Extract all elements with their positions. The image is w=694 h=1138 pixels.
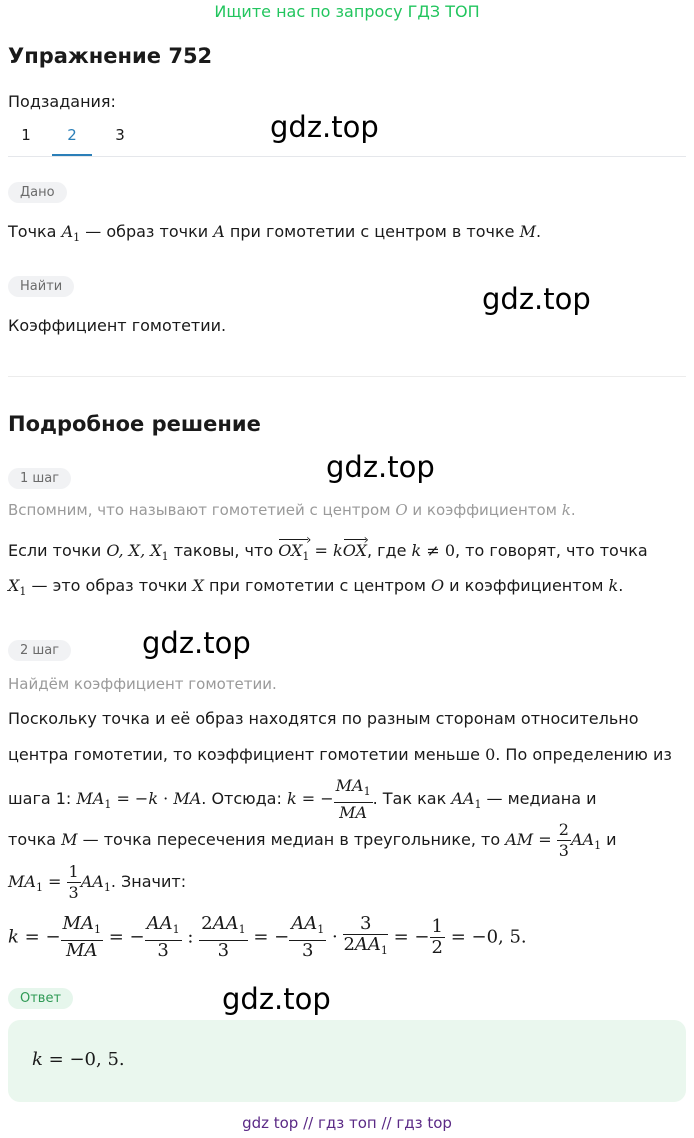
step2-hint: Найдём коэффициент гомотетии. bbox=[8, 675, 277, 693]
subtasks-label: Подзадания: bbox=[8, 92, 116, 111]
step1-line1: Если точки O, X, $X_1$ таковы, что $OX_1$ › = kOX ›, где k ≠ 0, то говорят, что точка bbox=[8, 541, 648, 567]
find-badge: Найти bbox=[8, 276, 74, 297]
find-text: Коэффициент гомотетии. bbox=[8, 316, 227, 335]
footer-links[interactable]: gdz top // гдз топ // гдз top bbox=[242, 1114, 452, 1132]
tab-2[interactable]: 2 bbox=[67, 126, 77, 144]
step1-badge: 1 шаг bbox=[8, 468, 71, 489]
step2-line2: центра гомотетии, то коэффициент гомотетии меньше 0. По определению из bbox=[8, 745, 672, 764]
watermark: gdz.top bbox=[326, 450, 435, 484]
answer-text: k = −0, 5. bbox=[32, 1049, 125, 1070]
divider bbox=[8, 376, 686, 377]
search-promo-link[interactable]: Ищите нас по запросу ГДЗ ТОП bbox=[214, 2, 480, 21]
watermark: gdz.top bbox=[482, 282, 591, 316]
given-badge: Дано bbox=[8, 182, 67, 203]
tab-3[interactable]: 3 bbox=[115, 126, 125, 144]
answer-badge: Ответ bbox=[8, 988, 73, 1009]
watermark: gdz.top bbox=[142, 626, 251, 660]
step2-badge: 2 шаг bbox=[8, 640, 71, 661]
watermark: gdz.top bbox=[270, 110, 379, 144]
solution-title: Подробное решение bbox=[8, 412, 261, 436]
step1-hint: Вспомним, что называют гомотетией с центром O и коэффициентом k. bbox=[8, 501, 576, 519]
given-text: Точка $A_1$ — образ точки A при гомотетии с центром в точке M. bbox=[8, 222, 542, 244]
page-title: Упражнение 752 bbox=[8, 44, 213, 68]
step2-line4: точка M — точка пересечения медиан в треугольнике, то AM = $\frac{2}{3}$ $AA_1$ и bbox=[8, 820, 617, 860]
step2-formula: k = − $\frac{MA_1}{MA}$ = − $\frac{AA_1}{3}$ : $\frac{2AA_1}{3}$ = − $\frac{AA_1}{3}$ · $\frac{3}{2AA_1}$ = − $\frac{1}{2}$ = −0, 5. bbox=[8, 913, 527, 961]
tab-1[interactable]: 1 bbox=[21, 126, 31, 144]
step2-line5: $MA_1$ = $\frac{1}{3}$ $AA_1$. Значит: bbox=[8, 862, 187, 902]
active-tab-indicator bbox=[52, 154, 92, 156]
step2-line3: шага 1: $MA_1 = -k$ · MA. Отсюда: k = − $\frac{MA_1}{MA}$ . Так как $AA_1$ — медиана и bbox=[8, 776, 597, 822]
watermark: gdz.top bbox=[222, 982, 331, 1016]
step2-line1: Поскольку точка и её образ находятся по разным сторонам относительно bbox=[8, 709, 639, 728]
step1-line2: $X_1$ — это образ точки X при гомотетии с центром O и коэффициентом k. bbox=[8, 576, 624, 598]
